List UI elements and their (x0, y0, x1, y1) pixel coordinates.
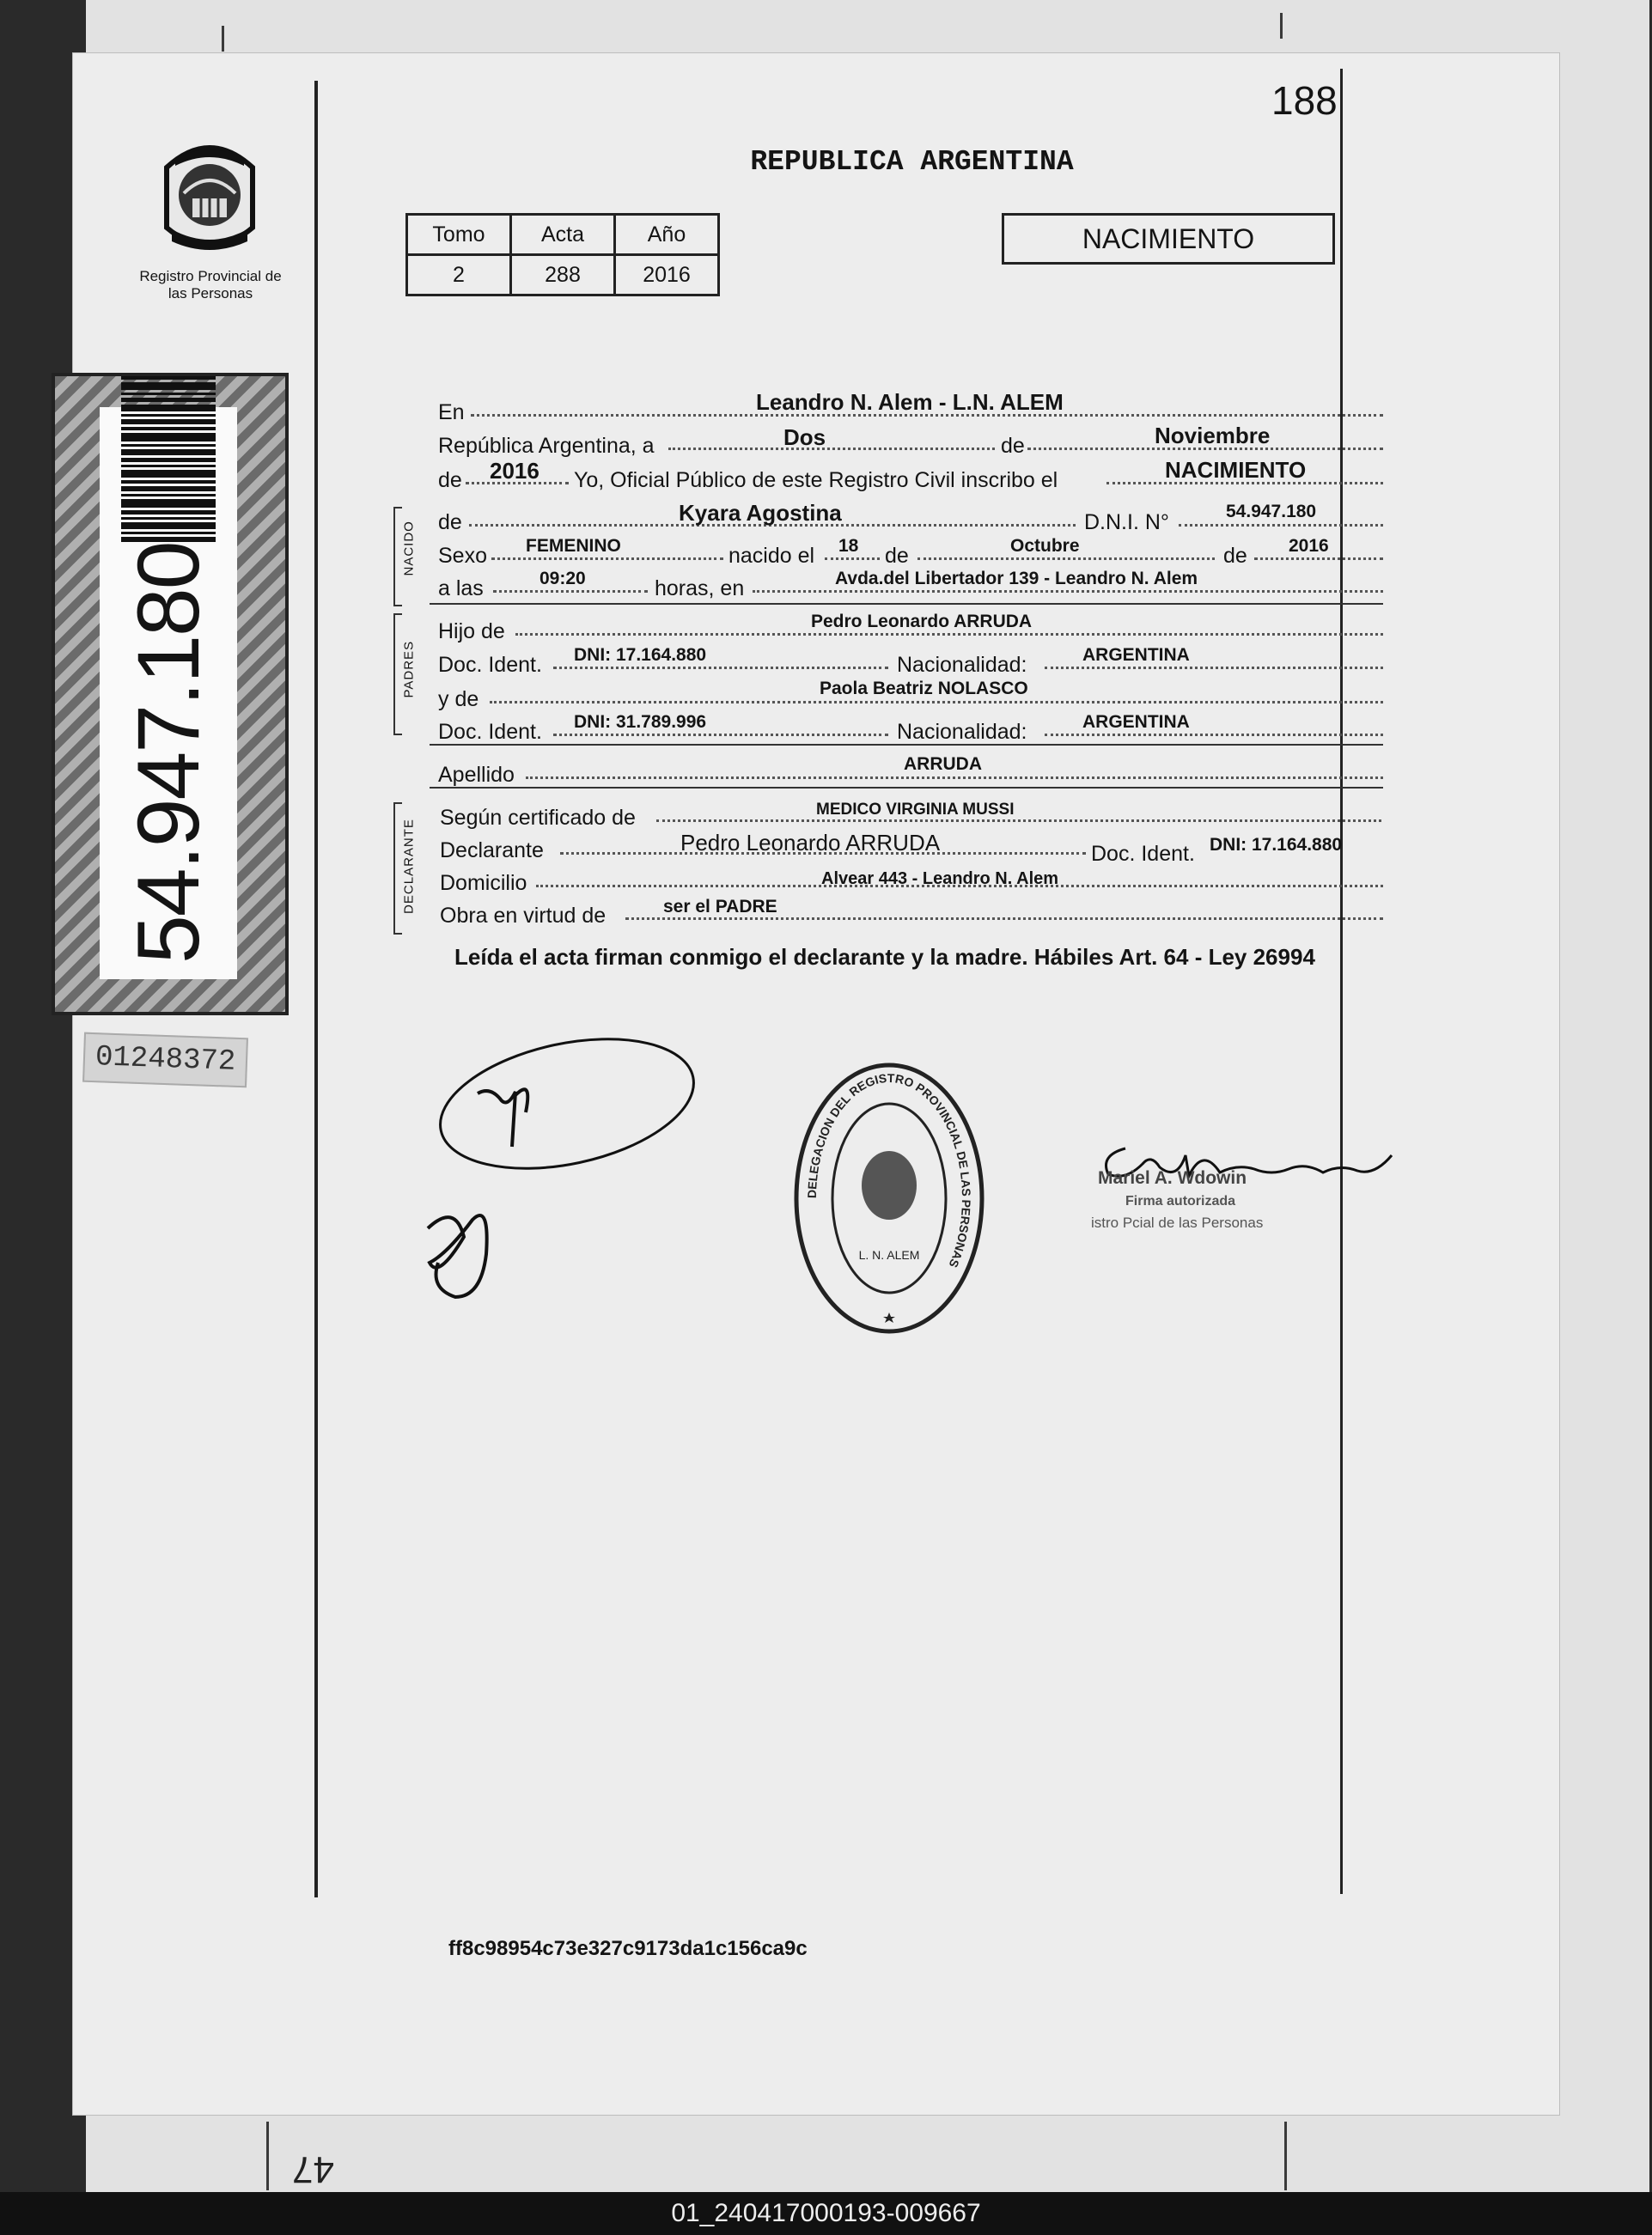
acta-value: 288 (511, 255, 615, 295)
closing-text: Leída el acta firman conmigo el declarante y la madre. Hábiles Art. 64 - Ley 26994 (454, 944, 1315, 970)
official-office: istro Pcial de las Personas (1091, 1215, 1264, 1231)
dotted-line (490, 701, 1383, 703)
right-margin-rule (1340, 69, 1343, 1894)
tomo-header: Tomo (407, 215, 511, 255)
value-nombre: Kyara Agostina (679, 500, 842, 526)
dotted-line (753, 590, 1383, 593)
stamp-place: L. N. ALEM (858, 1248, 920, 1262)
value-hora: 09:20 (539, 569, 586, 588)
dotted-line (668, 448, 995, 450)
official-role: Firma autorizada (1125, 1194, 1236, 1209)
value-lugar: Leandro N. Alem - L.N. ALEM (756, 389, 1064, 415)
dotted-line (825, 557, 880, 560)
value-padre-nac: ARGENTINA (1082, 645, 1190, 665)
left-margin-rule (314, 81, 318, 1897)
label-doc-ident-decl: Doc. Ident. (1091, 842, 1195, 866)
value-anio-nac: 2016 (1289, 536, 1329, 556)
label-declarante: Declarante (440, 838, 544, 862)
dotted-line (553, 734, 888, 736)
label-inscribo: Yo, Oficial Público de este Registro Civil inscribo el (574, 468, 1058, 492)
section-divider (430, 787, 1383, 789)
mother-signature (412, 1185, 507, 1314)
label-y-de: y de (438, 687, 479, 711)
value-mes: Noviembre (1155, 423, 1271, 448)
label-a-las: a las (438, 576, 484, 600)
barcode (121, 373, 216, 543)
label-de-mes: de (1001, 434, 1025, 458)
value-virtud: ser el PADRE (663, 897, 777, 917)
value-dia-nac: 18 (838, 536, 859, 556)
record-reference-table (405, 213, 720, 296)
record-type-box: NACIMIENTO (1002, 213, 1335, 265)
label-republica: República Argentina, a (438, 434, 655, 458)
value-dni: 54.947.180 (1226, 502, 1317, 521)
label-de-anio2: de (1223, 544, 1247, 568)
section-label-padres: PADRES (401, 640, 417, 698)
value-mes-nac: Octubre (1010, 536, 1080, 556)
value-domicilio: Alvear 443 - Leandro N. Alem (821, 869, 1059, 888)
dotted-line (625, 917, 1383, 920)
value-apellido: ARRUDA (904, 754, 982, 774)
official-name: Mariel A. Wdowin (1098, 1168, 1247, 1188)
dotted-line (917, 557, 1215, 560)
section-label-nacido: NACIDO (401, 521, 417, 576)
dotted-line (491, 557, 723, 560)
tomo-value: 2 (407, 255, 511, 295)
stamp-ring-text: DELEGACION DEL REGISTRO PROVINCIAL DE LAS PERSONAS (804, 1070, 974, 1270)
document-hash: ff8c98954c73e327c9173da1c156ca9c (448, 1937, 808, 1960)
value-sexo: FEMENINO (526, 536, 621, 556)
label-nacionalidad-2: Nacionalidad: (897, 720, 1027, 744)
label-de-dia: de (885, 544, 909, 568)
label-dni: D.N.I. N° (1084, 510, 1169, 534)
value-dia-letras: Dos (783, 424, 826, 450)
label-segun-certificado: Según certificado de (440, 806, 636, 830)
official-stamp (790, 1057, 988, 1340)
acta-header: Acta (511, 215, 615, 255)
dotted-line (553, 667, 888, 669)
dotted-line (526, 776, 1383, 779)
nacido-bracket (393, 507, 402, 606)
dotted-line (515, 633, 1383, 636)
dotted-line (1045, 734, 1383, 736)
declarant-signature (430, 1026, 704, 1181)
label-sexo: Sexo (438, 544, 487, 568)
value-declarante: Pedro Leonardo ARRUDA (680, 830, 941, 856)
dni-security-strip (52, 373, 289, 1015)
label-de-anio: de (438, 468, 462, 492)
dotted-line (1254, 557, 1383, 560)
dotted-line (1179, 524, 1383, 527)
label-horas-en: horas, en (655, 576, 745, 600)
value-madre-nac: ARGENTINA (1082, 712, 1190, 732)
strip-dni-number: 54.947.180 (119, 542, 217, 964)
label-doc-ident-2: Doc. Ident. (438, 720, 542, 744)
value-anio: 2016 (490, 458, 539, 484)
section-divider (430, 744, 1383, 746)
declarante-bracket (393, 802, 402, 935)
value-certificado: MEDICO VIRGINIA MUSSI (816, 801, 1015, 819)
dotted-line (493, 590, 648, 593)
section-label-declarante: DECLARANTE (401, 819, 417, 914)
label-doc-ident-1: Doc. Ident. (438, 653, 542, 677)
serial-number: 01248372 (82, 1032, 248, 1088)
value-declarante-doc: DNI: 17.164.880 (1210, 835, 1343, 855)
label-nacionalidad-1: Nacionalidad: (897, 653, 1027, 677)
label-de-nombre: de (438, 510, 462, 534)
label-apellido: Apellido (438, 763, 515, 787)
value-padre: Pedro Leonardo ARRUDA (811, 612, 1033, 631)
label-en: En (438, 400, 465, 424)
anio-header: Año (615, 215, 719, 255)
page-marker: 47 (292, 2148, 334, 2190)
registry-logo-caption: Registro Provincial de las Personas (139, 268, 282, 301)
padres-bracket (393, 613, 402, 735)
file-id-bar (0, 2192, 1652, 2235)
dotted-line (656, 819, 1381, 822)
label-domicilio: Domicilio (440, 871, 527, 895)
value-madre-doc: DNI: 31.789.996 (574, 712, 707, 732)
value-madre: Paola Beatriz NOLASCO (820, 679, 1028, 698)
label-hijo-de: Hijo de (438, 619, 505, 643)
value-tipo: NACIMIENTO (1165, 457, 1307, 483)
dotted-line (1045, 667, 1383, 669)
value-padre-doc: DNI: 17.164.880 (574, 645, 707, 665)
country-title: REPUBLICA ARGENTINA (750, 146, 1074, 178)
page-number: 188 (1271, 78, 1338, 123)
value-lugar-nac: Avda.del Libertador 139 - Leandro N. Alem (835, 569, 1198, 588)
section-divider (430, 603, 1383, 605)
anio-value: 2016 (615, 255, 719, 295)
label-nacido-el: nacido el (728, 544, 815, 568)
label-obra-en-virtud: Obra en virtud de (440, 904, 607, 928)
file-id: 01_240417000193-009667 (671, 2199, 981, 2227)
